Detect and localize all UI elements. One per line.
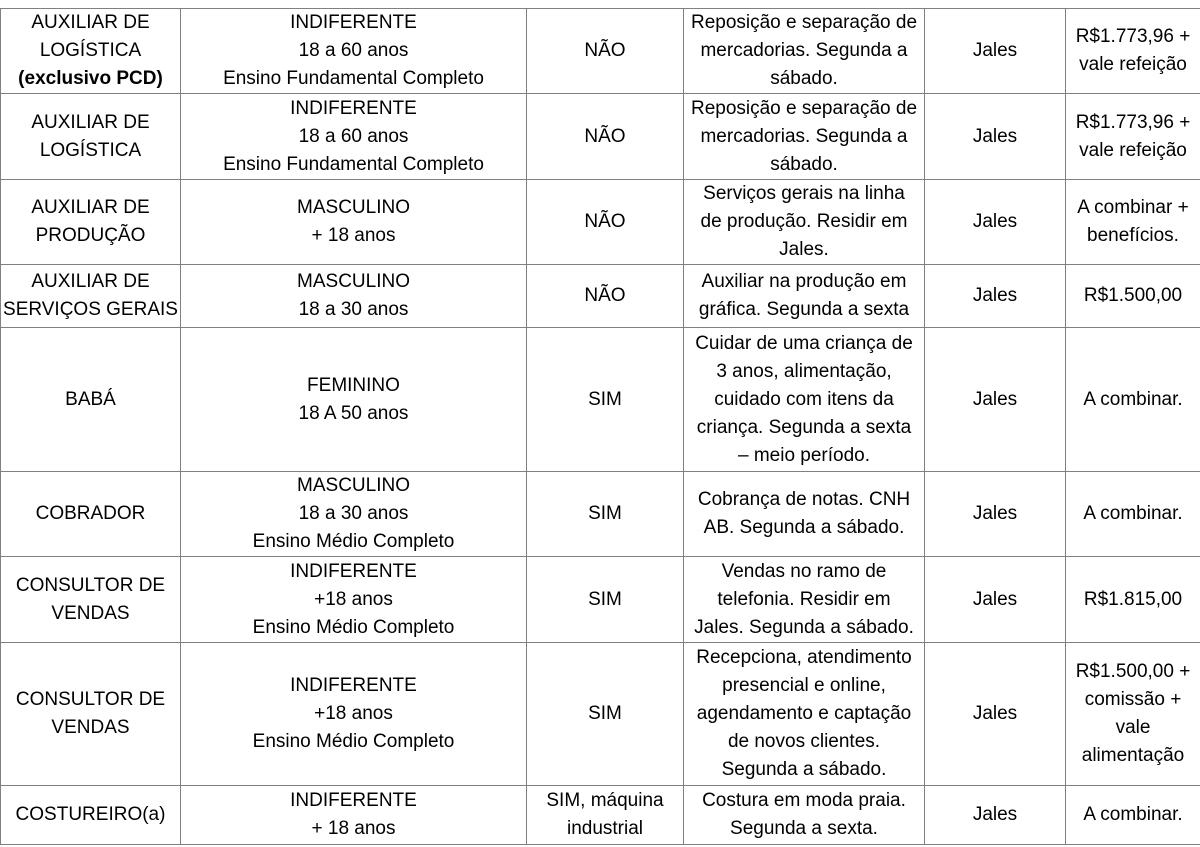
cell-cargo	[1, 328, 181, 472]
cell-descricao	[684, 265, 925, 328]
cargo-line: VENDAS	[51, 602, 130, 624]
experiencia-line: SIM	[588, 703, 622, 724]
cell-experiencia	[527, 786, 684, 845]
descricao-line: Jales.	[779, 239, 829, 260]
descricao-line: Reposição e separação de	[690, 12, 918, 33]
cell-salario	[1066, 180, 1200, 265]
perfil-line: MASCULINO	[297, 475, 410, 496]
cidade-line: Jales	[972, 588, 1018, 610]
cell-experiencia	[527, 557, 684, 643]
perfil-line: Ensino Fundamental Completo	[223, 68, 484, 89]
cargo-line: VENDAS	[51, 717, 130, 738]
cell-cidade	[925, 94, 1066, 180]
descricao-line: Segunda a sábado.	[721, 759, 887, 780]
cell-cidade	[925, 643, 1066, 786]
cell-cidade	[925, 786, 1066, 845]
descricao-line: Cuidar de uma criança de	[695, 332, 913, 354]
salario-line: R$1.773,96 +	[1075, 26, 1191, 47]
cargo-line: AUXILIAR DE	[31, 12, 150, 33]
cell-perfil	[181, 94, 527, 180]
salario-line: vale refeição	[1079, 139, 1187, 161]
cell-experiencia	[527, 94, 684, 180]
cell-experiencia	[527, 9, 684, 94]
cell-cidade	[925, 328, 1066, 472]
experiencia-line: SIM	[588, 588, 622, 610]
cargo-line: PRODUÇÃO	[35, 225, 146, 246]
cell-cargo	[1, 557, 181, 643]
salario-line: R$1.773,96 +	[1075, 111, 1191, 133]
experiencia-line: industrial	[566, 818, 644, 839]
cargo-line: SERVIÇOS GERAIS	[3, 299, 178, 320]
perfil-line: + 18 anos	[311, 818, 396, 839]
descricao-line: 3 anos, alimentação,	[716, 360, 892, 382]
table-row	[1, 786, 1200, 845]
experiencia-line: SIM, máquina	[546, 790, 664, 811]
cell-salario	[1066, 94, 1200, 180]
cell-salario	[1066, 328, 1200, 472]
cell-salario	[1066, 265, 1200, 328]
cell-perfil	[181, 557, 527, 643]
descricao-line: sábado.	[770, 68, 838, 89]
cargo-line: AUXILIAR DE	[31, 271, 150, 292]
cell-cidade	[925, 265, 1066, 328]
salario-line: alimentação	[1081, 745, 1185, 766]
salario-line: R$1.500,00	[1083, 285, 1183, 306]
cell-cidade	[925, 557, 1066, 643]
cell-cidade	[925, 180, 1066, 265]
perfil-line: Ensino Médio Completo	[252, 616, 455, 638]
cell-perfil	[181, 180, 527, 265]
cell-descricao	[684, 786, 925, 845]
table-row	[1, 643, 1200, 786]
cell-cargo	[1, 472, 181, 557]
perfil-line: MASCULINO	[297, 197, 410, 218]
perfil-line: 18 a 60 anos	[298, 40, 409, 61]
descricao-line: telefonia. Residir em	[717, 588, 891, 610]
cell-experiencia	[527, 472, 684, 557]
perfil-line: FEMININO	[307, 374, 400, 396]
descricao-line: agendamento e captação	[696, 703, 912, 724]
cell-cargo	[1, 94, 181, 180]
salario-line: vale	[1115, 717, 1151, 738]
cell-cargo	[1, 643, 181, 786]
descricao-line: Cobrança de notas. CNH	[697, 489, 911, 510]
cell-cargo	[1, 786, 181, 845]
descricao-line: AB. Segunda a sábado.	[703, 517, 905, 538]
cidade-line: Jales	[972, 211, 1018, 232]
salario-line: vale refeição	[1079, 54, 1187, 75]
descricao-line: Costura em moda praia.	[702, 790, 906, 811]
perfil-line: INDIFERENTE	[290, 12, 417, 33]
cidade-line: Jales	[972, 804, 1018, 825]
cell-experiencia	[527, 328, 684, 472]
cargo-line: COBRADOR	[35, 503, 146, 524]
table-row	[1, 265, 1200, 328]
job-listings-table	[0, 8, 1200, 845]
salario-line: comissão +	[1084, 689, 1182, 710]
cargo-line: AUXILIAR DE	[31, 197, 150, 218]
cell-experiencia	[527, 265, 684, 328]
cell-cargo	[1, 9, 181, 94]
cell-descricao	[684, 328, 925, 472]
perfil-line: INDIFERENTE	[290, 675, 417, 696]
cell-salario	[1066, 9, 1200, 94]
cidade-line: Jales	[972, 388, 1018, 410]
perfil-line: Ensino Médio Completo	[252, 731, 455, 752]
descricao-line: criança. Segunda a sexta	[696, 416, 912, 438]
cell-salario	[1066, 643, 1200, 786]
experiencia-line: NÃO	[584, 125, 626, 147]
salario-line: A combinar.	[1083, 503, 1183, 524]
cell-perfil	[181, 643, 527, 786]
cargo-line: CONSULTOR DE	[15, 574, 166, 596]
cell-cidade	[925, 9, 1066, 94]
salario-line: R$1.500,00 +	[1075, 661, 1191, 682]
perfil-line: Ensino Médio Completo	[252, 531, 455, 552]
perfil-line: +18 anos	[314, 703, 393, 724]
cell-perfil	[181, 472, 527, 557]
cell-perfil	[181, 328, 527, 472]
cidade-line: Jales	[972, 125, 1018, 147]
descricao-line: gráfica. Segunda a sexta	[698, 299, 910, 320]
cargo-line: LOGÍSTICA	[39, 139, 142, 161]
descricao-line: mercadorias. Segunda a	[700, 125, 908, 147]
cell-descricao	[684, 557, 925, 643]
descricao-line: mercadorias. Segunda a	[700, 40, 908, 61]
cargo-line: AUXILIAR DE	[31, 111, 150, 133]
cell-descricao	[684, 9, 925, 94]
cargo-line: LOGÍSTICA	[39, 40, 142, 61]
cell-descricao	[684, 643, 925, 786]
descricao-line: – meio período.	[737, 444, 871, 466]
experiencia-line: NÃO	[584, 40, 626, 61]
perfil-line: 18 A 50 anos	[298, 402, 409, 424]
table-row	[1, 472, 1200, 557]
cell-salario	[1066, 472, 1200, 557]
perfil-line: Ensino Fundamental Completo	[223, 153, 484, 175]
descricao-line: Serviços gerais na linha	[703, 183, 905, 204]
salario-line: R$1.815,00	[1083, 588, 1183, 610]
perfil-line: 18 a 60 anos	[298, 125, 409, 147]
cell-cidade	[925, 472, 1066, 557]
cell-perfil	[181, 786, 527, 845]
cell-perfil	[181, 265, 527, 328]
salario-line: A combinar +	[1077, 197, 1189, 218]
cell-descricao	[684, 180, 925, 265]
cargo-line: COSTUREIRO(a)	[15, 804, 166, 825]
job-listings-sheet	[0, 8, 1200, 845]
descricao-line: presencial e online,	[722, 675, 886, 696]
descricao-line: Reposição e separação de	[690, 97, 918, 119]
descricao-line: cuidado com itens da	[714, 388, 894, 410]
table-row	[1, 328, 1200, 472]
descricao-line: Auxiliar na produção em	[701, 271, 907, 292]
descricao-line: Recepciona, atendimento	[696, 647, 912, 668]
table-row	[1, 557, 1200, 643]
salario-line: benefícios.	[1087, 225, 1179, 246]
experiencia-line: NÃO	[584, 285, 626, 306]
perfil-line: 18 a 30 anos	[298, 503, 409, 524]
salario-line: A combinar.	[1083, 804, 1183, 825]
salario-line: A combinar.	[1083, 388, 1183, 410]
cell-cargo	[1, 180, 181, 265]
perfil-line: INDIFERENTE	[290, 560, 417, 582]
table-row	[1, 9, 1200, 94]
perfil-line: +18 anos	[314, 588, 393, 610]
cidade-line: Jales	[972, 285, 1018, 306]
cell-descricao	[684, 94, 925, 180]
cell-experiencia	[527, 180, 684, 265]
table-row	[1, 180, 1200, 265]
cell-cargo	[1, 265, 181, 328]
descricao-line: de produção. Residir em	[700, 211, 908, 232]
experiencia-line: SIM	[588, 388, 622, 410]
cell-salario	[1066, 786, 1200, 845]
perfil-line: + 18 anos	[311, 225, 396, 246]
experiencia-line: SIM	[588, 503, 622, 524]
cell-descricao	[684, 472, 925, 557]
cargo-line-pcd: (exclusivo PCD)	[18, 68, 163, 89]
perfil-line: MASCULINO	[297, 271, 410, 292]
descricao-line: de novos clientes.	[727, 731, 881, 752]
cidade-line: Jales	[972, 503, 1018, 524]
cargo-line: CONSULTOR DE	[15, 689, 166, 710]
cargo-line: BABÁ	[65, 388, 116, 410]
cidade-line: Jales	[972, 703, 1018, 724]
cell-perfil	[181, 9, 527, 94]
perfil-line: INDIFERENTE	[290, 97, 417, 119]
descricao-line: Jales. Segunda a sábado.	[694, 616, 914, 638]
cell-salario	[1066, 557, 1200, 643]
table-row	[1, 94, 1200, 180]
experiencia-line: NÃO	[584, 211, 626, 232]
perfil-line: INDIFERENTE	[290, 790, 417, 811]
perfil-line: 18 a 30 anos	[298, 299, 409, 320]
descricao-line: Vendas no ramo de	[721, 560, 887, 582]
descricao-line: sábado.	[770, 153, 838, 175]
cidade-line: Jales	[972, 40, 1018, 61]
descricao-line: Segunda a sexta.	[730, 818, 878, 839]
cell-experiencia	[527, 643, 684, 786]
